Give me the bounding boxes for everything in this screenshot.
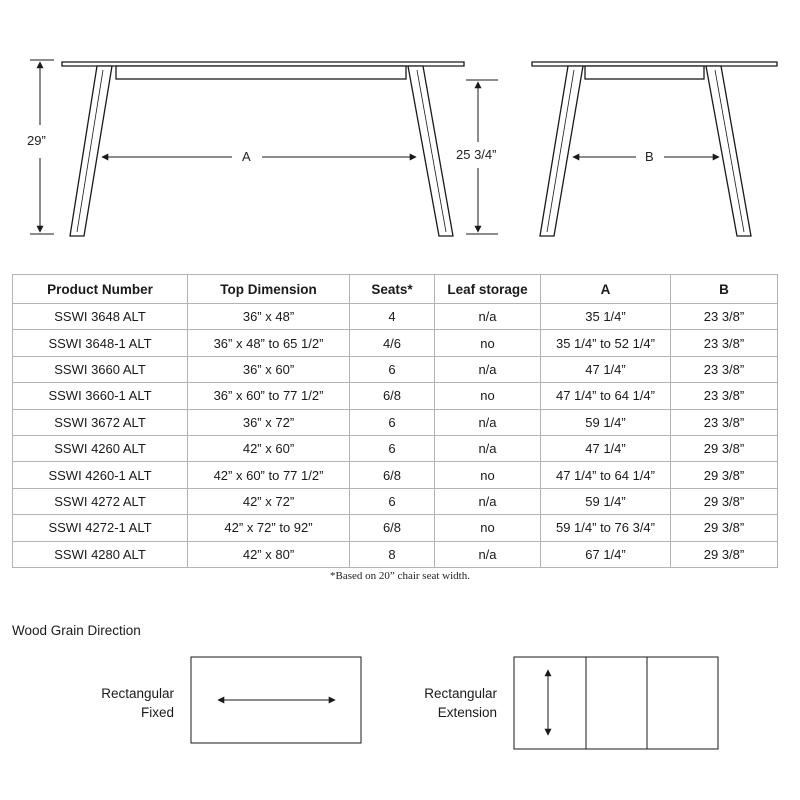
product-number-cell: SSWI 3660 ALT bbox=[13, 356, 188, 382]
leaf-storage-cell: n/a bbox=[435, 488, 541, 514]
header-a: A bbox=[541, 275, 671, 304]
seats-cell: 6 bbox=[350, 356, 435, 382]
table-row bbox=[13, 541, 778, 567]
b-cell: 29 3/8” bbox=[671, 488, 778, 514]
extension-label bbox=[400, 684, 497, 722]
a-cell: 59 1/4” bbox=[541, 488, 671, 514]
a-cell: 35 1/4” to 52 1/4” bbox=[541, 330, 671, 356]
fixed-label-line2: Fixed bbox=[140, 705, 174, 720]
top-dimension-cell: 36” x 48” bbox=[188, 304, 350, 330]
a-cell: 47 1/4” to 64 1/4” bbox=[541, 462, 671, 488]
b-cell: 23 3/8” bbox=[671, 330, 778, 356]
header-product-number: Product Number bbox=[13, 275, 188, 304]
table-body bbox=[13, 304, 778, 568]
b-cell: 23 3/8” bbox=[671, 409, 778, 435]
a-cell: 59 1/4” bbox=[541, 409, 671, 435]
leaf-storage-cell: no bbox=[435, 515, 541, 541]
table-row bbox=[13, 383, 778, 409]
b-cell: 29 3/8” bbox=[671, 515, 778, 541]
table-row bbox=[13, 515, 778, 541]
b-cell: 29 3/8” bbox=[671, 541, 778, 567]
grain-extension-diagram bbox=[514, 657, 718, 749]
header-top-dimension: Top Dimension bbox=[188, 275, 350, 304]
extension-label-line1: Rectangular bbox=[424, 686, 497, 701]
a-cell: 67 1/4” bbox=[541, 541, 671, 567]
seats-cell: 6/8 bbox=[350, 462, 435, 488]
table-row bbox=[13, 462, 778, 488]
a-cell: 47 1/4” bbox=[541, 435, 671, 461]
leaf-storage-cell: no bbox=[435, 462, 541, 488]
leaf-storage-cell: n/a bbox=[435, 409, 541, 435]
leaf-storage-cell: n/a bbox=[435, 356, 541, 382]
top-dimension-cell: 36” x 60” bbox=[188, 356, 350, 382]
seats-cell: 6 bbox=[350, 488, 435, 514]
a-cell: 47 1/4” to 64 1/4” bbox=[541, 383, 671, 409]
b-cell: 29 3/8” bbox=[671, 435, 778, 461]
top-dimension-cell: 42” x 60” to 77 1/2” bbox=[188, 462, 350, 488]
product-number-cell: SSWI 3648 ALT bbox=[13, 304, 188, 330]
b-cell: 23 3/8” bbox=[671, 383, 778, 409]
seats-cell: 4 bbox=[350, 304, 435, 330]
header-b: B bbox=[671, 275, 778, 304]
product-number-cell: SSWI 3672 ALT bbox=[13, 409, 188, 435]
product-number-cell: SSWI 3660-1 ALT bbox=[13, 383, 188, 409]
product-number-cell: SSWI 4260 ALT bbox=[13, 435, 188, 461]
leg-right-short bbox=[706, 66, 751, 236]
a-cell: 59 1/4” to 76 3/4” bbox=[541, 515, 671, 541]
product-number-cell: SSWI 4272 ALT bbox=[13, 488, 188, 514]
seats-cell: 4/6 bbox=[350, 330, 435, 356]
product-number-cell: SSWI 4260-1 ALT bbox=[13, 462, 188, 488]
leg-right-long bbox=[408, 66, 453, 236]
leg-left-long bbox=[70, 66, 112, 236]
leg-left-short bbox=[540, 66, 583, 236]
seats-cell: 6 bbox=[350, 435, 435, 461]
table-row bbox=[13, 304, 778, 330]
top-dimension-cell: 42” x 80” bbox=[188, 541, 350, 567]
fixed-label bbox=[80, 684, 174, 722]
extension-top-outline bbox=[514, 657, 718, 749]
seats-cell: 6/8 bbox=[350, 515, 435, 541]
top-dimension-cell: 36” x 48” to 65 1/2” bbox=[188, 330, 350, 356]
side-view-short bbox=[532, 62, 777, 236]
table-row bbox=[13, 488, 778, 514]
seats-cell: 6/8 bbox=[350, 383, 435, 409]
wood-grain-title: Wood Grain Direction bbox=[12, 623, 141, 638]
apron-height-label: 25 3/4” bbox=[456, 147, 497, 162]
leaf-storage-cell: no bbox=[435, 330, 541, 356]
side-view-long bbox=[62, 62, 464, 236]
apron-short bbox=[585, 66, 704, 79]
leaf-storage-cell: no bbox=[435, 383, 541, 409]
extension-label-line2: Extension bbox=[437, 705, 497, 720]
specification-table bbox=[12, 274, 778, 568]
b-cell: 23 3/8” bbox=[671, 356, 778, 382]
seats-cell: 8 bbox=[350, 541, 435, 567]
top-dimension-cell: 42” x 72” bbox=[188, 488, 350, 514]
table-row bbox=[13, 356, 778, 382]
b-cell: 23 3/8” bbox=[671, 304, 778, 330]
dimension-a-label: A bbox=[242, 149, 251, 164]
table-row bbox=[13, 409, 778, 435]
table-header bbox=[13, 275, 778, 304]
product-number-cell: SSWI 4280 ALT bbox=[13, 541, 188, 567]
fixed-label-line1: Rectangular bbox=[101, 686, 174, 701]
product-number-cell: SSWI 4272-1 ALT bbox=[13, 515, 188, 541]
top-dimension-cell: 36” x 72” bbox=[188, 409, 350, 435]
seat-footnote: *Based on 20” chair seat width. bbox=[330, 570, 470, 582]
seats-cell: 6 bbox=[350, 409, 435, 435]
top-dimension-cell: 36” x 60” to 77 1/2” bbox=[188, 383, 350, 409]
top-dimension-cell: 42” x 60” bbox=[188, 435, 350, 461]
a-cell: 35 1/4” bbox=[541, 304, 671, 330]
apron-long bbox=[116, 66, 406, 79]
header-leaf-storage: Leaf storage bbox=[435, 275, 541, 304]
leaf-storage-cell: n/a bbox=[435, 304, 541, 330]
header-seats: Seats* bbox=[350, 275, 435, 304]
product-number-cell: SSWI 3648-1 ALT bbox=[13, 330, 188, 356]
leaf-storage-cell: n/a bbox=[435, 541, 541, 567]
b-cell: 29 3/8” bbox=[671, 462, 778, 488]
top-dimension-cell: 42” x 72” to 92” bbox=[188, 515, 350, 541]
table-row bbox=[13, 435, 778, 461]
grain-fixed-diagram bbox=[191, 657, 361, 743]
dimension-b-label: B bbox=[645, 149, 654, 164]
a-cell: 47 1/4” bbox=[541, 356, 671, 382]
table-row bbox=[13, 330, 778, 356]
height-label: 29” bbox=[27, 133, 46, 148]
leaf-storage-cell: n/a bbox=[435, 435, 541, 461]
